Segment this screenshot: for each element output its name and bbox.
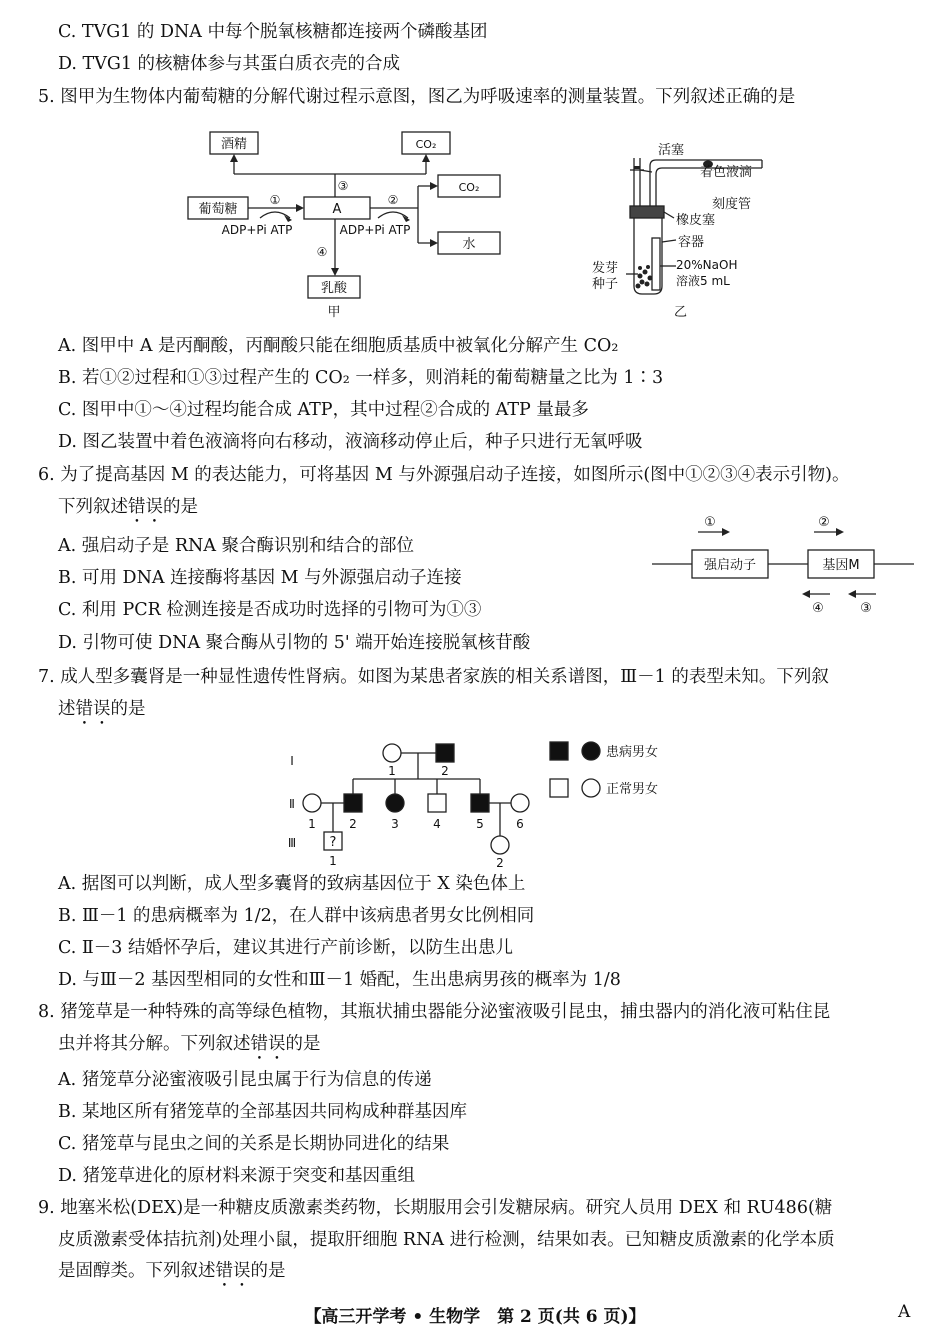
generation-1-label: Ⅰ — [290, 754, 294, 768]
q7-option-b: B. Ⅲ－1 的患病概率为 1/2，在人群中该病患者男女比例相同 — [58, 906, 535, 926]
circle-3: ③ — [337, 179, 349, 193]
i1-number: 1 — [388, 764, 396, 778]
generation-2-label: Ⅱ — [289, 797, 295, 811]
q5-figure-yi — [590, 126, 770, 322]
valve-label: 活塞 — [658, 143, 685, 158]
q5-stem: 5. 图甲为生物体内葡萄糖的分解代谢过程示意图，图乙为呼吸速率的测量装置。下列叙述正确的是 — [38, 87, 796, 107]
q5-option-c: C. 图甲中①～④过程均能合成 ATP，其中过程②合成的 ATP 量最多 — [58, 400, 589, 420]
paper-version-mark: A — [898, 1302, 911, 1322]
emphasis-wrong: 错误 — [250, 1034, 286, 1054]
i2-number: 2 — [441, 764, 449, 778]
jia-caption: 甲 — [327, 305, 341, 320]
circle-2: ② — [387, 193, 399, 207]
emphasis-wrong: 错误 — [128, 497, 163, 517]
gene-m-label: 基因M — [822, 558, 860, 573]
naoh-label-1: 20%NaOH — [676, 258, 738, 272]
co2-right-label: CO₂ — [458, 181, 480, 194]
q9-stem-line3: 是固醇类。下列叙述错误的是 — [58, 1261, 286, 1281]
primer-2: ② — [818, 515, 830, 530]
generation-3-label: Ⅲ — [287, 836, 297, 850]
alcohol-label: 酒精 — [220, 137, 248, 152]
q7-pedigree — [280, 735, 680, 870]
q6-option-b: B. 可用 DNA 连接酶将基因 M 与外源强启动子连接 — [58, 568, 462, 588]
iii2-number: 2 — [496, 856, 504, 870]
yi-caption: 乙 — [674, 305, 688, 320]
q8-option-a: A. 猪笼草分泌蜜液吸引昆虫属于行为信息的传递 — [58, 1070, 432, 1090]
q6-stem-line2: 下列叙述错误的是 — [58, 497, 198, 517]
q4-option-d: D. TVG1 的核糖体参与其蛋白质衣壳的合成 — [58, 54, 401, 74]
ii1-number: 1 — [308, 817, 316, 831]
q8-stem-line2: 虫并将其分解。下列叙述错误的是 — [58, 1034, 321, 1054]
q7-option-d: D. 与Ⅲ－2 基因型相同的女性和Ⅲ－1 婚配，生出患病男孩的概率为 1/8 — [58, 970, 621, 990]
seed-label-1: 发芽 — [592, 261, 619, 276]
q7-stem-line2: 述错误的是 — [58, 699, 146, 719]
ii4-number: 4 — [433, 817, 441, 831]
q8-option-b: B. 某地区所有猪笼草的全部基因共同构成种群基因库 — [58, 1102, 467, 1122]
iii1-unknown: ? — [329, 835, 337, 850]
adp-atp-2: ADP+Pi ATP — [339, 223, 411, 237]
circle-4: ④ — [316, 245, 328, 259]
q6-stem-line1: 6. 为了提高基因 M 的表达能力，可将基因 M 与外源强启动子连接，如图所示(图中①②③④表示引物)。 — [38, 465, 850, 485]
q7-stem-line1: 7. 成人型多囊肾是一种显性遗传性肾病。如图为某患者家族的相关系谱图，Ⅲ－1 的表型未知。下列叙 — [38, 667, 829, 687]
q6-option-d: D. 引物可使 DNA 聚合酶从引物的 5' 端开始连接脱氧核苷酸 — [58, 633, 531, 653]
q9-stem-line2: 皮质激素受体拮抗剂)处理小鼠，提取肝细胞 RNA 进行检测，结果如表。已知糖皮质激素的化学本质 — [58, 1230, 835, 1250]
circle-1: ① — [269, 193, 281, 207]
ii3-number: 3 — [391, 817, 399, 831]
primer-3: ③ — [860, 601, 872, 616]
q5-option-a: A. 图甲中 A 是丙酮酸，丙酮酸只能在细胞质基质中被氧化分解产生 CO₂ — [58, 336, 619, 356]
q5-figure-jia — [180, 122, 590, 322]
primer-4: ④ — [812, 601, 824, 616]
q6-figure — [652, 510, 917, 620]
water-label: 水 — [462, 237, 476, 252]
q6-option-c: C. 利用 PCR 检测连接是否成功时选择的引物可为①③ — [58, 600, 482, 620]
container-label: 容器 — [678, 235, 705, 250]
stopper-label: 橡皮塞 — [676, 213, 716, 228]
adp-atp-1: ADP+Pi ATP — [221, 223, 293, 237]
q7-option-a: A. 据图可以判断，成人型多囊肾的致病基因位于 X 染色体上 — [58, 874, 526, 894]
q6-option-a: A. 强启动子是 RNA 聚合酶识别和结合的部位 — [58, 536, 415, 556]
co2-top-label: CO₂ — [415, 138, 437, 151]
q9-stem-line1: 9. 地塞米松(DEX)是一种糖皮质激素类药物，长期服用会引发糖尿病。研究人员用 DEX 和 RU486(糖 — [38, 1198, 833, 1218]
footer-text: 【高三开学考 • 生物学 第 2 页(共 6 页)】 — [304, 1307, 646, 1327]
glucose-label: 葡萄糖 — [198, 202, 238, 217]
q8-stem-line1: 8. 猪笼草是一种特殊的高等绿色植物，其瓶状捕虫器能分泌蜜液吸引昆虫，捕虫器内的消化液可粘住昆 — [38, 1002, 831, 1022]
drop-label: 着色液滴 — [700, 165, 753, 180]
lactic-label: 乳酸 — [320, 281, 348, 296]
q8-option-d: D. 猪笼草进化的原材料来源于突变和基因重组 — [58, 1166, 416, 1186]
naoh-label-2: 溶液5 mL — [676, 274, 730, 288]
scale-label: 刻度管 — [712, 197, 752, 212]
emphasis-wrong: 错误 — [215, 1261, 251, 1281]
q5-option-d: D. 图乙装置中着色液滴将向右移动，液滴移动停止后，种子只进行无氧呼吸 — [58, 432, 643, 452]
ii5-number: 5 — [476, 817, 484, 831]
q7-option-c: C. Ⅱ－3 结婚怀孕后，建议其进行产前诊断，以防生出患儿 — [58, 938, 513, 958]
emphasis-wrong: 错误 — [75, 699, 111, 719]
legend-affected: 患病男女 — [606, 745, 659, 760]
a-label: A — [332, 202, 342, 217]
q4-option-c: C. TVG1 的 DNA 中每个脱氧核糖都连接两个磷酸基团 — [58, 22, 488, 42]
primer-1: ① — [704, 515, 716, 530]
seed-label-2: 种子 — [592, 277, 619, 292]
ii2-number: 2 — [349, 817, 357, 831]
q8-option-c: C. 猪笼草与昆虫之间的关系是长期协同进化的结果 — [58, 1134, 450, 1154]
q5-option-b: B. 若①②过程和①③过程产生的 CO₂ 一样多，则消耗的葡萄糖量之比为 1∶3 — [58, 368, 664, 388]
ii6-number: 6 — [516, 817, 524, 831]
legend-normal: 正常男女 — [606, 782, 659, 797]
promoter-label: 强启动子 — [703, 558, 757, 573]
iii1-number: 1 — [329, 854, 337, 868]
